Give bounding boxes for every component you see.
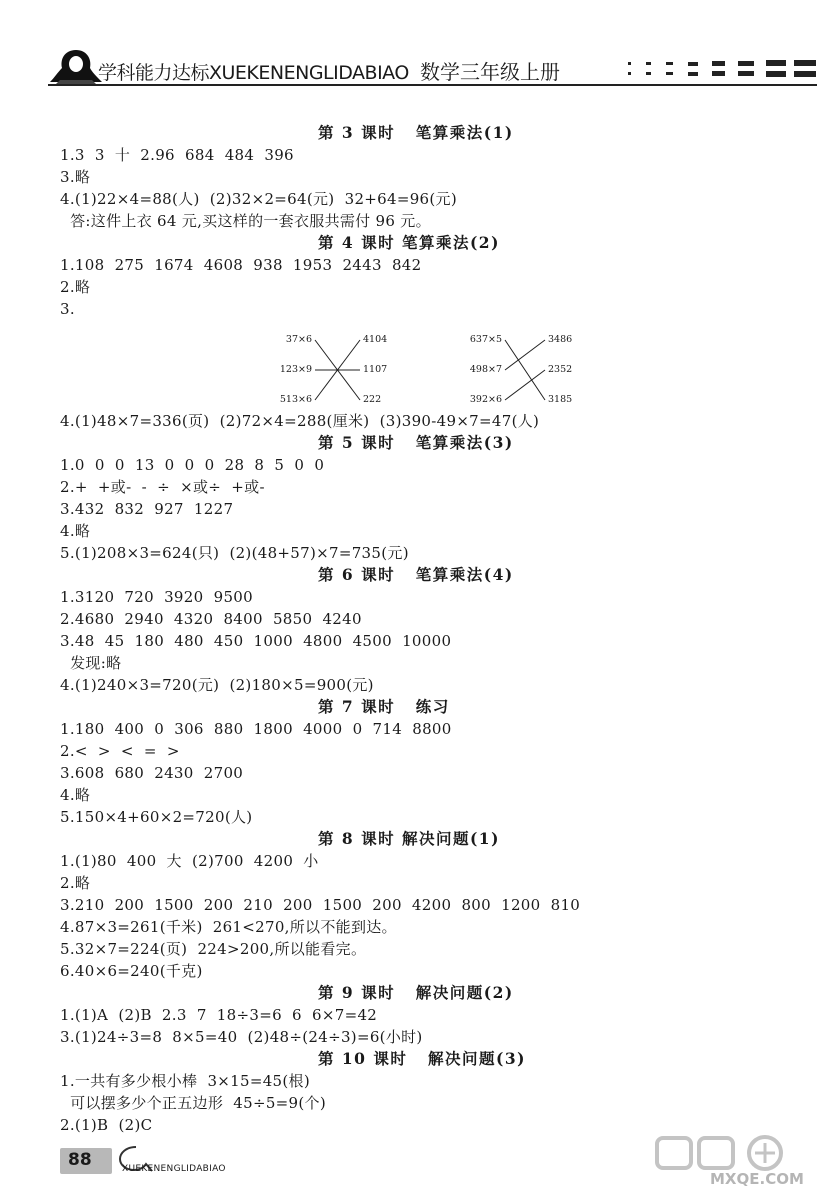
answer-line: 4.(1)240×3=720(元) (2)180×5=900(元) [60, 676, 374, 694]
watermark-logo-icon [655, 1132, 805, 1172]
answer-line: 5.(1)208×3=624(只) (2)(48+57)×7=735(元) [60, 544, 409, 562]
diagram-left-result: 1107 [363, 364, 388, 375]
answer-line: 2.+ +或- - ÷ ×或÷ +或- [60, 478, 265, 496]
diagram-right-expression: 392×6 [469, 394, 502, 405]
answer-line: 4.(1)48×7=336(页) (2)72×4=288(厘米) (3)390-49×7=47(人) [60, 412, 540, 430]
matching-lines [60, 320, 800, 410]
answer-line: 2.略 [60, 874, 91, 892]
watermark-text: MXQE.COM [710, 1170, 804, 1188]
diagram-right-result: 3486 [548, 334, 573, 345]
diagram-left-expression: 123×9 [279, 364, 312, 375]
answer-line: 5.32×7=224(页) 224>200,所以能看完。 [60, 940, 367, 958]
answer-line: 2.略 [60, 278, 91, 296]
answer-line: 4.87×3=261(千米) 261<270,所以不能到达。 [60, 918, 397, 936]
diagram-right-expression: 637×5 [469, 334, 502, 345]
answer-line: 1.0 0 0 13 0 0 0 28 8 5 0 0 [60, 456, 325, 474]
answer-line: 5.150×4+60×2=720(人) [60, 808, 253, 826]
match-line [505, 340, 545, 370]
answer-line: 1.180 400 0 306 880 1800 4000 0 714 8800 [60, 720, 452, 738]
diagram-right-result: 2352 [548, 364, 573, 375]
diagram-left-result: 222 [363, 394, 382, 405]
answer-line: 1.(1)80 400 大 (2)700 4200 小 [60, 852, 319, 870]
answer-line: 6.40×6=240(千克) [60, 962, 203, 980]
answer-line: 可以摆多少个正五边形 45÷5=9(个) [60, 1094, 326, 1112]
diagram-right-result: 3185 [548, 394, 573, 405]
answer-line: 4.略 [60, 786, 91, 804]
answer-line: 3.略 [60, 168, 91, 186]
footer-logo-text: XUEKENENGLIDABIAO [122, 1164, 226, 1174]
girl-reading-logo-icon [46, 46, 106, 86]
lesson-heading: 第 3 课时 笔算乘法(1) [318, 123, 514, 142]
diagram-left-expression: 37×6 [285, 334, 312, 345]
lesson-heading: 第 5 课时 笔算乘法(3) [318, 433, 514, 452]
answer-line: 1.一共有多少根小棒 3×15=45(根) [60, 1072, 311, 1090]
lesson-heading: 第 7 课时 练习 [318, 697, 450, 716]
diagram-right-expression: 498×7 [469, 364, 502, 375]
answer-line: 3.608 680 2430 2700 [60, 764, 244, 782]
answer-line: 2.(1)B (2)C [60, 1116, 153, 1134]
book-title: 数学三年级上册 [420, 60, 560, 84]
match-line [505, 340, 545, 400]
lesson-heading: 第 10 课时 解决问题(3) [318, 1049, 527, 1068]
answer-line: 2.< > < = > [60, 742, 180, 760]
header-rule [48, 84, 817, 86]
watermark [650, 1130, 810, 1196]
decorative-bars-icon [628, 58, 817, 80]
answer-line: 4.(1)22×4=88(人) (2)32×2=64(元) 32+64=96(元) [60, 190, 457, 208]
answer-content [60, 122, 800, 1136]
page-footer [50, 1140, 350, 1180]
answer-line: 1.(1)A (2)B 2.3 7 18÷3=6 6 6×7=42 [60, 1006, 378, 1024]
answer-line: 发现:略 [60, 654, 122, 672]
answer-line: 答:这件上衣 64 元,买这样的一套衣服共需付 96 元。 [60, 212, 431, 230]
answer-line: 3.(1)24÷3=8 8×5=40 (2)48÷(24÷3)=6(小时) [60, 1028, 423, 1046]
answer-line: 3.432 832 927 1227 [60, 500, 234, 518]
lesson-heading: 第 4 课时 笔算乘法(2) [318, 233, 500, 252]
series-title: 学科能力达标XUEKENENGLIDABIAO [98, 62, 409, 84]
lesson-heading: 第 9 课时 解决问题(2) [318, 983, 514, 1002]
answer-line: 1.3 3 十 2.96 684 484 396 [60, 146, 294, 164]
lesson-heading: 第 8 课时 解决问题(1) [318, 829, 500, 848]
match-line [505, 370, 545, 400]
answer-line: 3.48 45 180 480 450 1000 4800 4500 10000 [60, 632, 452, 650]
answer-line: 3.210 200 1500 200 210 200 1500 200 4200 800 1200 810 [60, 896, 581, 914]
answer-line: 1.108 275 1674 4608 938 1953 2443 842 [60, 256, 422, 274]
matching-diagram [60, 320, 800, 410]
answer-line: 2.4680 2940 4320 8400 5850 4240 [60, 610, 362, 628]
lesson-heading: 第 6 课时 笔算乘法(4) [318, 565, 514, 584]
page-number: 88 [68, 1150, 92, 1170]
page-header [0, 0, 817, 92]
answer-line: 1.3120 720 3920 9500 [60, 588, 253, 606]
diagram-left-expression: 513×6 [279, 394, 312, 405]
answer-line: 3. [60, 300, 75, 318]
answer-line: 4.略 [60, 522, 91, 540]
diagram-left-result: 4104 [363, 334, 388, 345]
